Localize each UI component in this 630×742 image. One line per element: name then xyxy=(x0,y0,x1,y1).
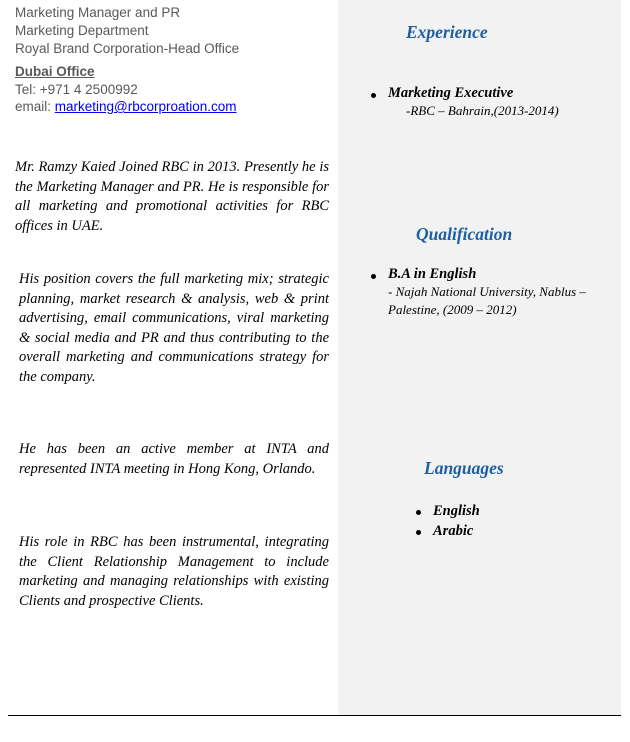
qualification-list xyxy=(388,266,613,318)
bullet-icon xyxy=(416,530,421,535)
bio-paragraph-1: Mr. Ramzy Kaied Joined RBC in 2013. Presently he is the Marketing Manager and PR. He is responsible for all marketing and promotional activities for RBC offices in UAE. xyxy=(15,159,329,234)
experience-item xyxy=(388,85,618,120)
bio-paragraph-2: His position covers the full marketing mix; strategic planning, market research & analysis, web & print advertising, email communications, viral marketing & social media and PR and thus contributing to the overall marketing and communications strategy for the company. xyxy=(19,271,329,385)
languages-list xyxy=(433,502,480,542)
languages-heading: Languages xyxy=(424,458,504,478)
email-label: email: xyxy=(15,99,55,114)
job-title: Marketing Manager and PR xyxy=(15,5,181,20)
bottom-divider xyxy=(8,715,621,716)
contact-block xyxy=(15,4,239,58)
qualification-detail: - Najah National University, Nablus – Palestine, (2009 – 2012) xyxy=(388,284,586,317)
experience-role: Marketing Executive xyxy=(388,85,514,101)
phone-number: Tel: +971 4 2500992 xyxy=(15,81,138,97)
bullet-icon xyxy=(416,510,421,515)
company-name: Royal Brand Corporation-Head Office xyxy=(15,41,240,56)
language-item xyxy=(433,502,480,522)
language-name: Arabic xyxy=(433,523,474,539)
bullet-icon xyxy=(371,274,376,279)
email-line xyxy=(15,98,237,116)
email-link[interactable]: marketing@rbcorproation.com xyxy=(54,99,237,114)
experience-heading: Experience xyxy=(406,22,488,42)
qualification-degree: B.A in English xyxy=(388,266,477,282)
language-item xyxy=(433,522,480,542)
experience-list xyxy=(388,85,618,120)
office-block xyxy=(15,63,237,116)
bio-paragraph-4: His role in RBC has been instrumental, integrating the Client Relationship Management to include marketing and managing relationships with existing Clients and prospective Clients. xyxy=(19,534,329,609)
experience-detail: -RBC – Bahrain,(2013-2014) xyxy=(406,103,559,118)
bullet-icon xyxy=(371,93,376,98)
bio-paragraph-3: He has been an active member at INTA and represented INTA meeting in Hong Kong, Orlando. xyxy=(19,441,329,477)
qualification-item xyxy=(388,266,613,318)
office-name: Dubai Office xyxy=(15,64,95,79)
department: Marketing Department xyxy=(15,23,149,38)
qualification-heading: Qualification xyxy=(416,224,513,244)
language-name: English xyxy=(433,503,480,519)
